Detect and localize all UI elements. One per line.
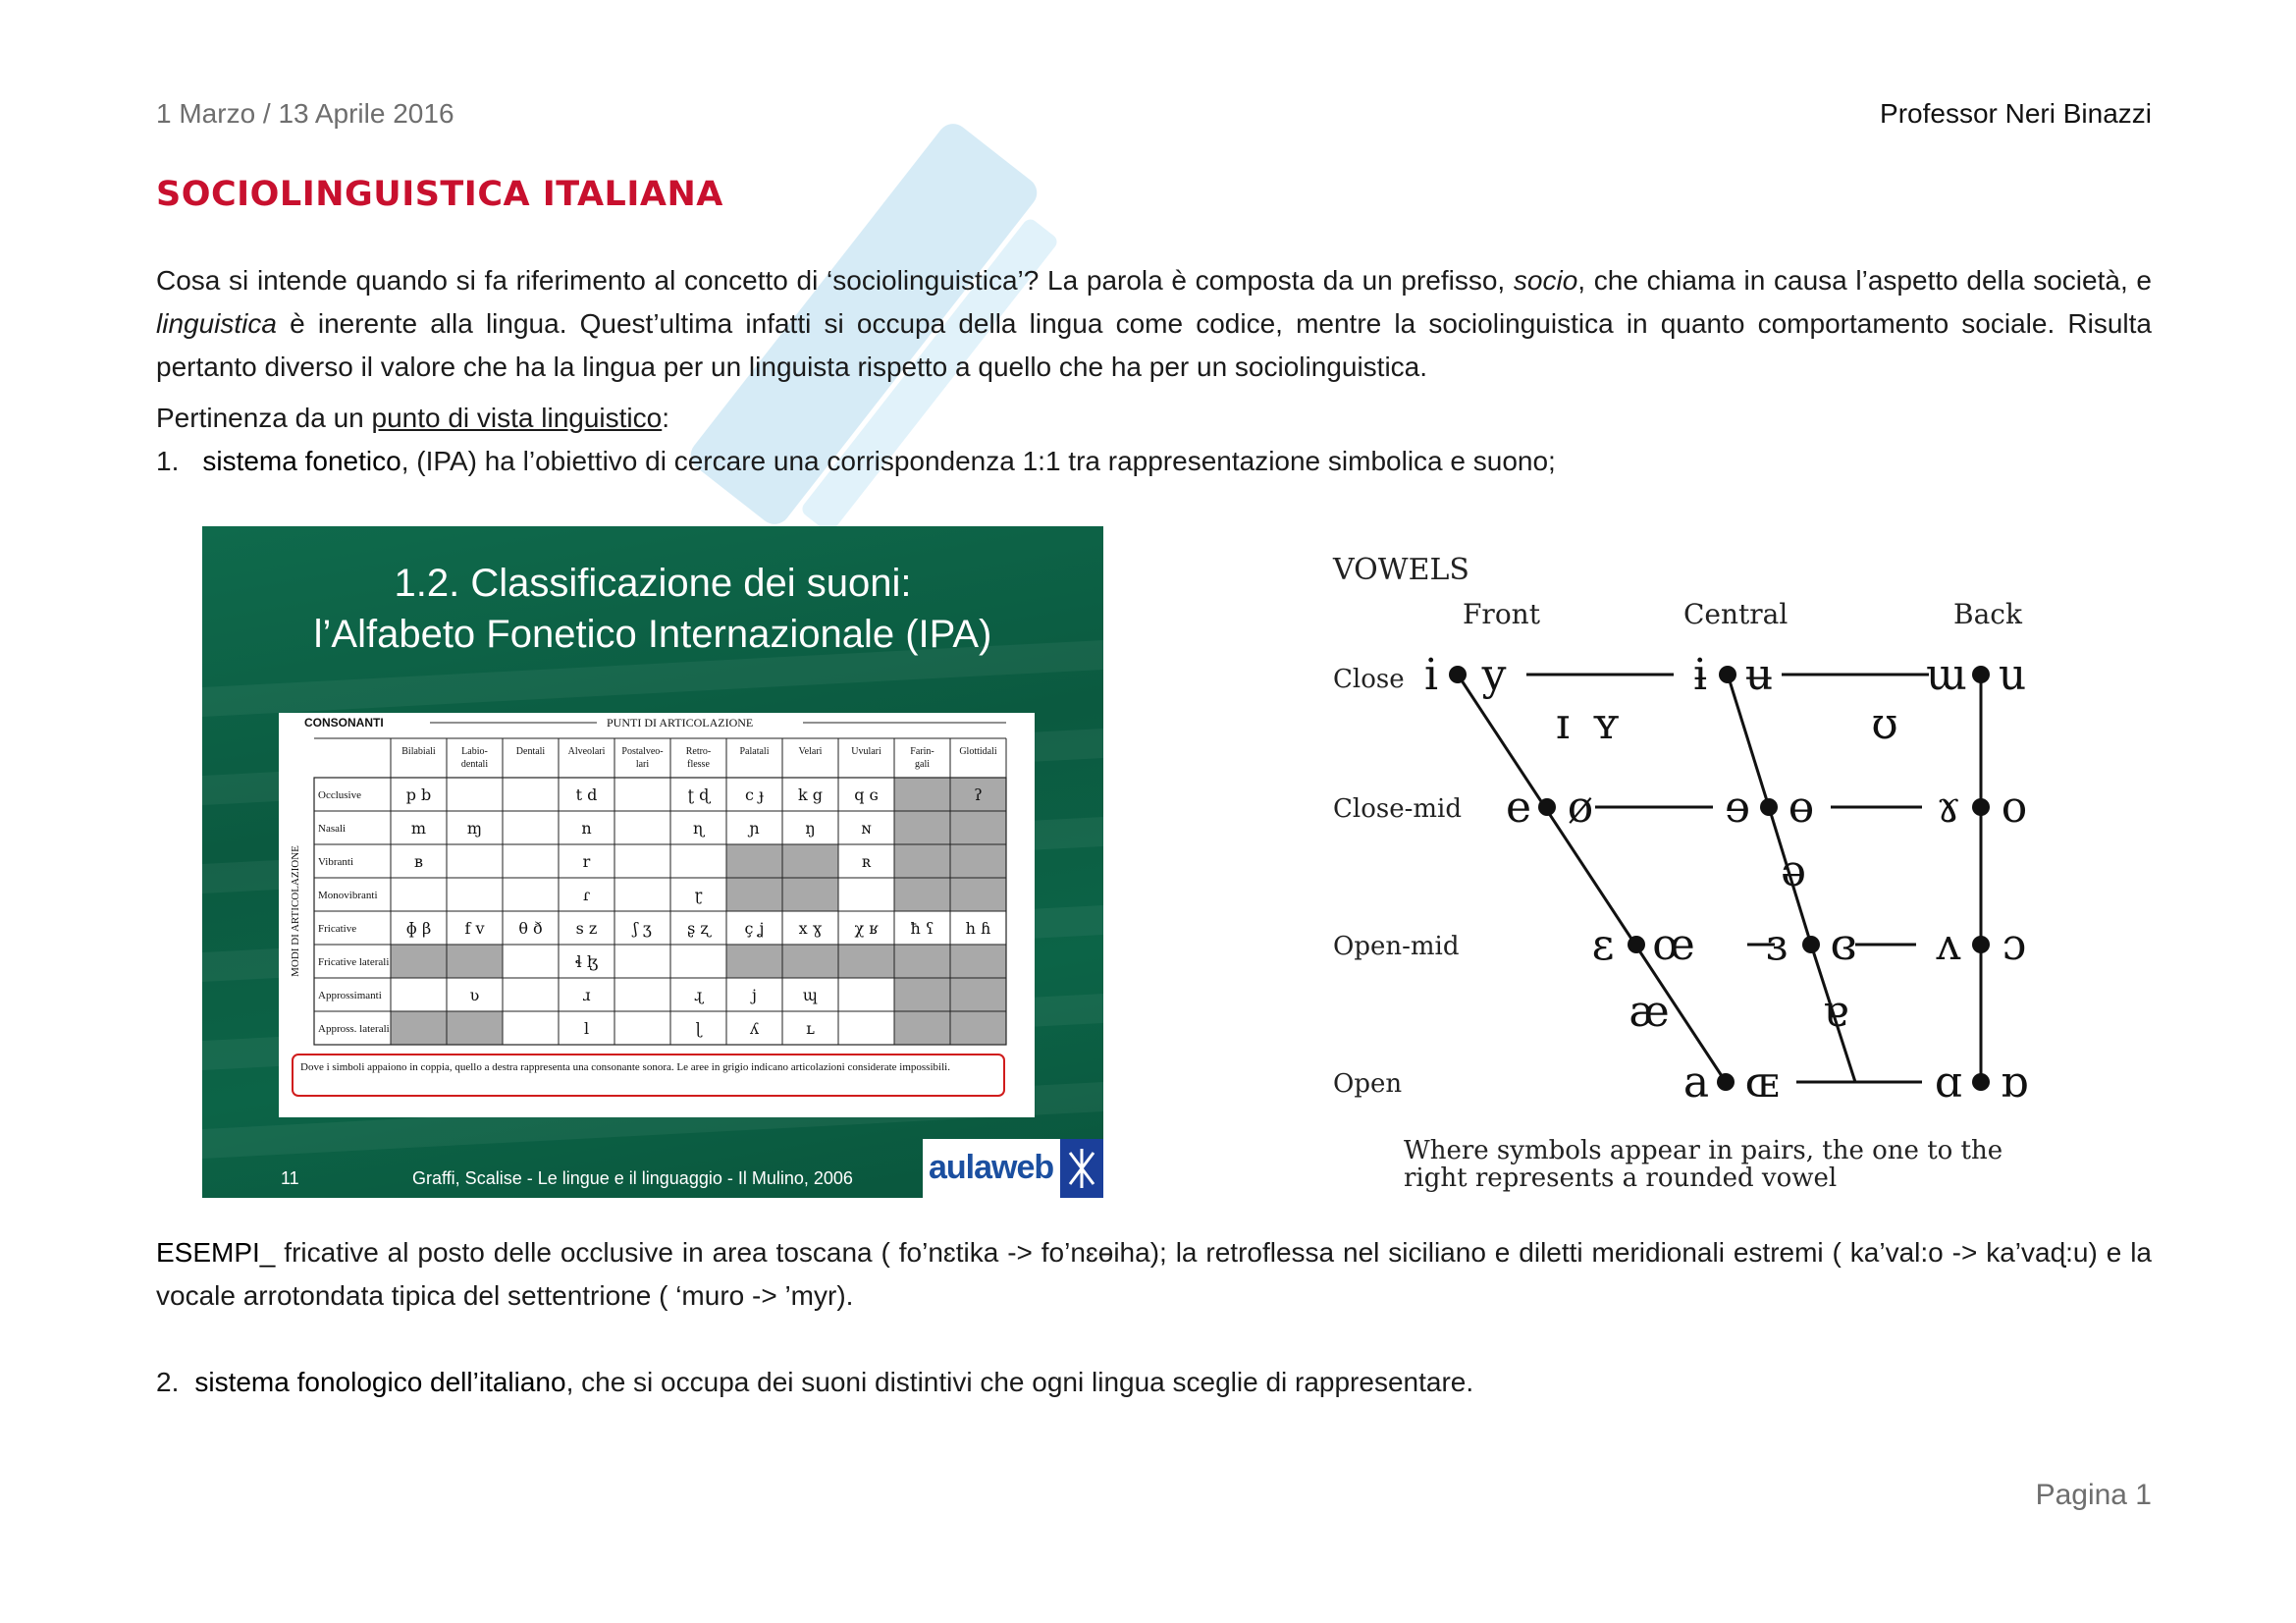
intro-text-3: è inerente alla lingua. Quest’ultima infatti si occupa della lingua come codice, mentre la sociolinguistica in quanto comportamento sociale. Risulta pertanto diverso il valore che ha la lingua per un linguista rispetto a quello che ha per un sociolinguistica. bbox=[156, 308, 2152, 382]
row-label-vowel: Open bbox=[1333, 1069, 1403, 1099]
column-header bbox=[959, 746, 997, 757]
ipa-symbol: f v bbox=[464, 919, 485, 938]
footnote-text bbox=[300, 1061, 950, 1073]
ipa-symbol: ɱ bbox=[466, 819, 483, 838]
vowel-turned-v: ʌ bbox=[1936, 920, 1961, 970]
ipa-symbol: p b bbox=[405, 785, 432, 804]
gray-cell bbox=[894, 945, 950, 978]
examples-paragraph bbox=[156, 1231, 2152, 1318]
row-label: Nasali bbox=[318, 823, 347, 835]
column-header-part: dentali bbox=[460, 759, 489, 770]
column-header bbox=[799, 746, 823, 757]
vowel-dot bbox=[1760, 798, 1778, 816]
ipa-symbol: ɹ bbox=[582, 986, 591, 1004]
gray-cell bbox=[950, 811, 1006, 844]
gray-cell bbox=[782, 878, 838, 911]
list-item-2 bbox=[156, 1361, 2152, 1404]
column-header-part: Labio- bbox=[461, 746, 488, 757]
slide-number: 11 bbox=[281, 1168, 299, 1188]
ipa-symbol: ɬ ɮ bbox=[574, 952, 599, 971]
ipa-symbol: ɾ bbox=[582, 886, 591, 904]
column-header-part: Palatali bbox=[739, 746, 770, 757]
vowel-a: a bbox=[1682, 1057, 1710, 1108]
gray-cell bbox=[894, 844, 950, 878]
intro-term-linguistica: linguistica bbox=[156, 308, 277, 339]
vowel-y: y bbox=[1481, 650, 1507, 700]
ipa-symbol: c ɟ bbox=[744, 785, 765, 804]
vowel-dot bbox=[1628, 936, 1645, 953]
ipa-symbol: ħ ʕ bbox=[910, 919, 934, 938]
aulaweb-logo bbox=[923, 1139, 1103, 1198]
consonant-table bbox=[279, 713, 1035, 1117]
ipa-symbol: ʎ bbox=[749, 1019, 760, 1038]
examples-text: fricative al posto delle occlusive in area toscana ( fo’nɛtika -> fo’nɛɵiha); la retroflessa nel siciliano e diletti meridionali estremi ( ka’val:o -> ka’vaɖ:u) e la vocale arrotondata tipica del settentrione ( ‘muro -> ’myr). bbox=[156, 1237, 2152, 1311]
vowel-chart-figure bbox=[1315, 540, 2061, 1208]
table-label: CONSONANTI bbox=[304, 716, 384, 730]
vowel-dot bbox=[1538, 798, 1556, 816]
column-header-part: Uvulari bbox=[851, 746, 881, 757]
gray-cell bbox=[726, 878, 782, 911]
vowel-script-a: ɑ bbox=[1934, 1057, 1963, 1108]
list-item-1 bbox=[156, 440, 2152, 483]
ipa-symbol: ɰ bbox=[802, 986, 819, 1004]
ipa-symbol: ɳ bbox=[692, 819, 705, 838]
vowel-i: i bbox=[1423, 650, 1439, 700]
pertinenza-prefix: Pertinenza da un bbox=[156, 403, 372, 433]
ipa-symbol: r bbox=[582, 852, 591, 871]
consonant-table-graphic bbox=[279, 713, 1035, 1117]
page-number: Pagina 1 bbox=[2035, 1479, 2152, 1511]
vowel-trapezium bbox=[1315, 540, 2061, 1129]
pertinenza-underlined: punto di vista linguistico bbox=[371, 403, 663, 433]
vowel-e: e bbox=[1505, 783, 1532, 833]
ipa-symbol: m bbox=[410, 819, 427, 838]
vowel-epsilon: ɛ bbox=[1591, 920, 1615, 970]
vowel-upsilon: ʊ bbox=[1871, 699, 1898, 749]
ipa-symbol: s z bbox=[575, 919, 598, 938]
column-header bbox=[686, 746, 712, 770]
ipa-symbol: ŋ bbox=[805, 819, 816, 838]
intro-paragraph bbox=[156, 259, 2152, 389]
list-item-1-text: , (IPA) ha l’obiettivo di cercare una corrispondenza 1:1 tra rappresentazione simbolica e suono; bbox=[400, 446, 1556, 476]
vowel-dot bbox=[1972, 936, 1990, 953]
intro-text-1: Cosa si intende quando si fa riferimento al concetto di ‘sociolinguistica’? La parola è composta da un prefisso, bbox=[156, 265, 1514, 296]
ipa-slide-image bbox=[202, 526, 1103, 1198]
gray-cell bbox=[894, 811, 950, 844]
vowel-dot bbox=[1717, 1073, 1735, 1091]
aulaweb-logo-text: aulaweb bbox=[929, 1149, 1054, 1186]
vowel-ae: æ bbox=[1629, 987, 1670, 1037]
ipa-symbol: x ɣ bbox=[798, 919, 823, 938]
ipa-symbol: l bbox=[583, 1019, 590, 1038]
slide-title bbox=[202, 558, 1103, 660]
document-title: SOCIOLINGUISTICA ITALIANA bbox=[156, 175, 723, 214]
vowel-reversed-e: ɘ bbox=[1724, 783, 1751, 833]
gray-cell bbox=[782, 844, 838, 878]
ipa-symbol: j bbox=[752, 986, 757, 1004]
ipa-symbol: ʙ bbox=[413, 852, 424, 871]
footnote-line-1: Dove i simboli appaiono in coppia, quello a destra rappresenta una consonante sonora. Le aree in grigio indicano articolazioni considerate impossibili. bbox=[300, 1061, 950, 1073]
column-front: Front bbox=[1463, 598, 1540, 630]
ipa-symbol: h ɦ bbox=[965, 919, 991, 938]
ipa-symbol: ɭ bbox=[695, 1019, 702, 1038]
ipa-symbol: ɴ bbox=[861, 819, 872, 838]
vowel-reversed-epsilon: ɜ bbox=[1765, 920, 1789, 970]
gray-cell bbox=[894, 878, 950, 911]
vowel-u: u bbox=[1998, 650, 2027, 700]
vowel-schwa: ə bbox=[1780, 846, 1807, 896]
column-header-part: Velari bbox=[798, 746, 823, 757]
column-header-part: Glottidali bbox=[959, 746, 997, 757]
ipa-symbol: ɲ bbox=[749, 819, 760, 838]
vowel-small-cap-oe: ɶ bbox=[1744, 1057, 1780, 1108]
gray-cell bbox=[894, 1011, 950, 1045]
slide-citation: Graffi, Scalise - Le lingue e il linguaggio - Il Mulino, 2006 bbox=[412, 1168, 853, 1188]
gray-cell bbox=[782, 945, 838, 978]
gray-cell bbox=[447, 1011, 503, 1045]
list-item-2-number: 2. bbox=[156, 1367, 180, 1397]
gray-cell bbox=[726, 945, 782, 978]
ipa-symbol: ʔ bbox=[974, 785, 983, 804]
ipa-symbol: ɸ β bbox=[405, 919, 432, 938]
intro-term-socio: socio bbox=[1513, 265, 1578, 296]
ipa-symbol: t d bbox=[575, 785, 598, 804]
row-label-vowel: Close bbox=[1333, 665, 1405, 694]
vowel-dot bbox=[1972, 666, 1990, 683]
vowel-turned-a: ɐ bbox=[1822, 987, 1849, 1037]
vowel-dot bbox=[1719, 666, 1736, 683]
ipa-symbol: ʈ ɖ bbox=[687, 785, 710, 804]
gray-cell bbox=[391, 1011, 447, 1045]
column-header-part: Postalveo- bbox=[621, 746, 664, 757]
ipa-symbol: ɽ bbox=[694, 886, 703, 904]
ipa-symbol: ç ʝ bbox=[744, 919, 765, 938]
ipa-symbol: ʂ ʐ bbox=[687, 919, 710, 938]
ipa-symbol: ʃ ʒ bbox=[633, 919, 652, 938]
row-label: Monovibranti bbox=[318, 890, 378, 901]
ipa-symbol: ʋ bbox=[469, 986, 480, 1004]
column-header bbox=[401, 746, 436, 757]
column-header bbox=[740, 746, 770, 757]
gray-cell bbox=[894, 778, 950, 811]
gray-cell bbox=[726, 844, 782, 878]
column-header-part: Bilabiali bbox=[401, 746, 436, 757]
gray-cell bbox=[391, 945, 447, 978]
column-header-part: Farin- bbox=[910, 746, 934, 757]
column-central: Central bbox=[1683, 598, 1789, 630]
vowel-chart-title: VOWELS bbox=[1333, 553, 1469, 587]
vowel-turned-m: ɯ bbox=[1926, 650, 1967, 700]
row-label: Fricative bbox=[318, 923, 357, 935]
vowel-barred-o: ɵ bbox=[1788, 783, 1815, 833]
aulaweb-emblem-icon bbox=[1060, 1139, 1103, 1198]
ipa-symbol: θ ð bbox=[518, 919, 543, 938]
ipa-symbol: k g bbox=[797, 785, 824, 804]
row-label: Occlusive bbox=[318, 789, 361, 801]
table-header: PUNTI DI ARTICOLAZIONE bbox=[607, 716, 754, 730]
side-label: MODI DI ARTICOLAZIONE bbox=[290, 845, 301, 977]
ipa-symbol: ɻ bbox=[694, 986, 703, 1004]
header-author: Professor Neri Binazzi bbox=[1880, 98, 2152, 129]
column-back: Back bbox=[1953, 598, 2022, 630]
column-header-part: Dentali bbox=[515, 746, 546, 757]
column-header-part: flesse bbox=[687, 759, 710, 770]
row-label-vowel: Close-mid bbox=[1333, 794, 1462, 824]
ipa-symbol: χ ʁ bbox=[854, 919, 879, 938]
column-header bbox=[516, 746, 546, 757]
ipa-symbol: q ɢ bbox=[854, 785, 879, 804]
row-label: Fricative laterali bbox=[318, 956, 390, 968]
vowel-o-slash: ø bbox=[1567, 783, 1594, 833]
column-header bbox=[568, 746, 606, 757]
vowel-dot bbox=[1972, 1073, 1990, 1091]
gray-cell bbox=[447, 945, 503, 978]
row-label: Vibranti bbox=[318, 856, 353, 868]
vowel-barred-i: ɨ bbox=[1692, 650, 1708, 700]
pertinenza-line bbox=[156, 397, 2152, 440]
vowel-barred-u: ʉ bbox=[1744, 650, 1774, 700]
gray-cell bbox=[950, 945, 1006, 978]
column-header bbox=[910, 746, 934, 770]
column-header bbox=[621, 746, 663, 770]
list-item-1-term: sistema fonetico bbox=[202, 446, 401, 476]
vowel-turned-script-a: ɒ bbox=[2000, 1057, 2029, 1108]
column-header-part: lari bbox=[635, 759, 650, 770]
vowel-ram-horns: ɤ bbox=[1936, 783, 1961, 833]
vowel-closed-reversed-epsilon: ɞ bbox=[1830, 920, 1857, 970]
gray-cell bbox=[950, 978, 1006, 1011]
gray-cell bbox=[838, 945, 894, 978]
column-header bbox=[851, 746, 881, 757]
examples-label: ESEMPI_ bbox=[156, 1237, 276, 1268]
vowel-oe: œ bbox=[1652, 920, 1695, 970]
column-header-part: gali bbox=[915, 759, 930, 770]
vowel-o: o bbox=[2001, 783, 2028, 833]
ipa-symbol: ʟ bbox=[806, 1019, 815, 1038]
ipa-symbol: n bbox=[581, 819, 592, 838]
intro-text-2: , che chiama in causa l’aspetto della società, e bbox=[1577, 265, 2152, 296]
row-label: Approssimanti bbox=[318, 990, 382, 1001]
gray-cell bbox=[950, 878, 1006, 911]
gray-cell bbox=[950, 844, 1006, 878]
header-date: 1 Marzo / 13 Aprile 2016 bbox=[156, 98, 454, 129]
vowel-dot bbox=[1449, 666, 1467, 683]
pertinenza-suffix: : bbox=[662, 403, 670, 433]
list-item-2-term: sistema fonologico dell’italiano bbox=[194, 1367, 566, 1397]
vowel-dot bbox=[1972, 798, 1990, 816]
ipa-symbol: ʀ bbox=[861, 852, 872, 871]
vowel-small-cap-i: ɪ bbox=[1555, 699, 1571, 749]
vowel-dot bbox=[1802, 936, 1820, 953]
vowel-chart-note: Where symbols appear in pairs, the one to the right represents a rounded vowel bbox=[1404, 1136, 2003, 1193]
vowel-open-o: ɔ bbox=[2002, 920, 2027, 970]
column-header bbox=[461, 746, 488, 770]
vowel-small-cap-y: ʏ bbox=[1591, 699, 1621, 749]
column-header-part: Alveolari bbox=[567, 746, 606, 757]
row-label: Appross. laterali bbox=[318, 1023, 390, 1035]
gray-cell bbox=[950, 1011, 1006, 1045]
row-label-vowel: Open-mid bbox=[1333, 932, 1460, 961]
slide-title-line-1: 1.2. Classificazione dei suoni: bbox=[394, 562, 912, 605]
column-header-part: Retro- bbox=[685, 746, 712, 757]
slide-title-line-2: l’Alfabeto Fonetico Internazionale (IPA) bbox=[313, 613, 992, 656]
list-item-1-number: 1. bbox=[156, 446, 180, 476]
gray-cell bbox=[894, 978, 950, 1011]
list-item-2-text: , che si occupa dei suoni distintivi che ogni lingua sceglie di rappresentare. bbox=[565, 1367, 1474, 1397]
